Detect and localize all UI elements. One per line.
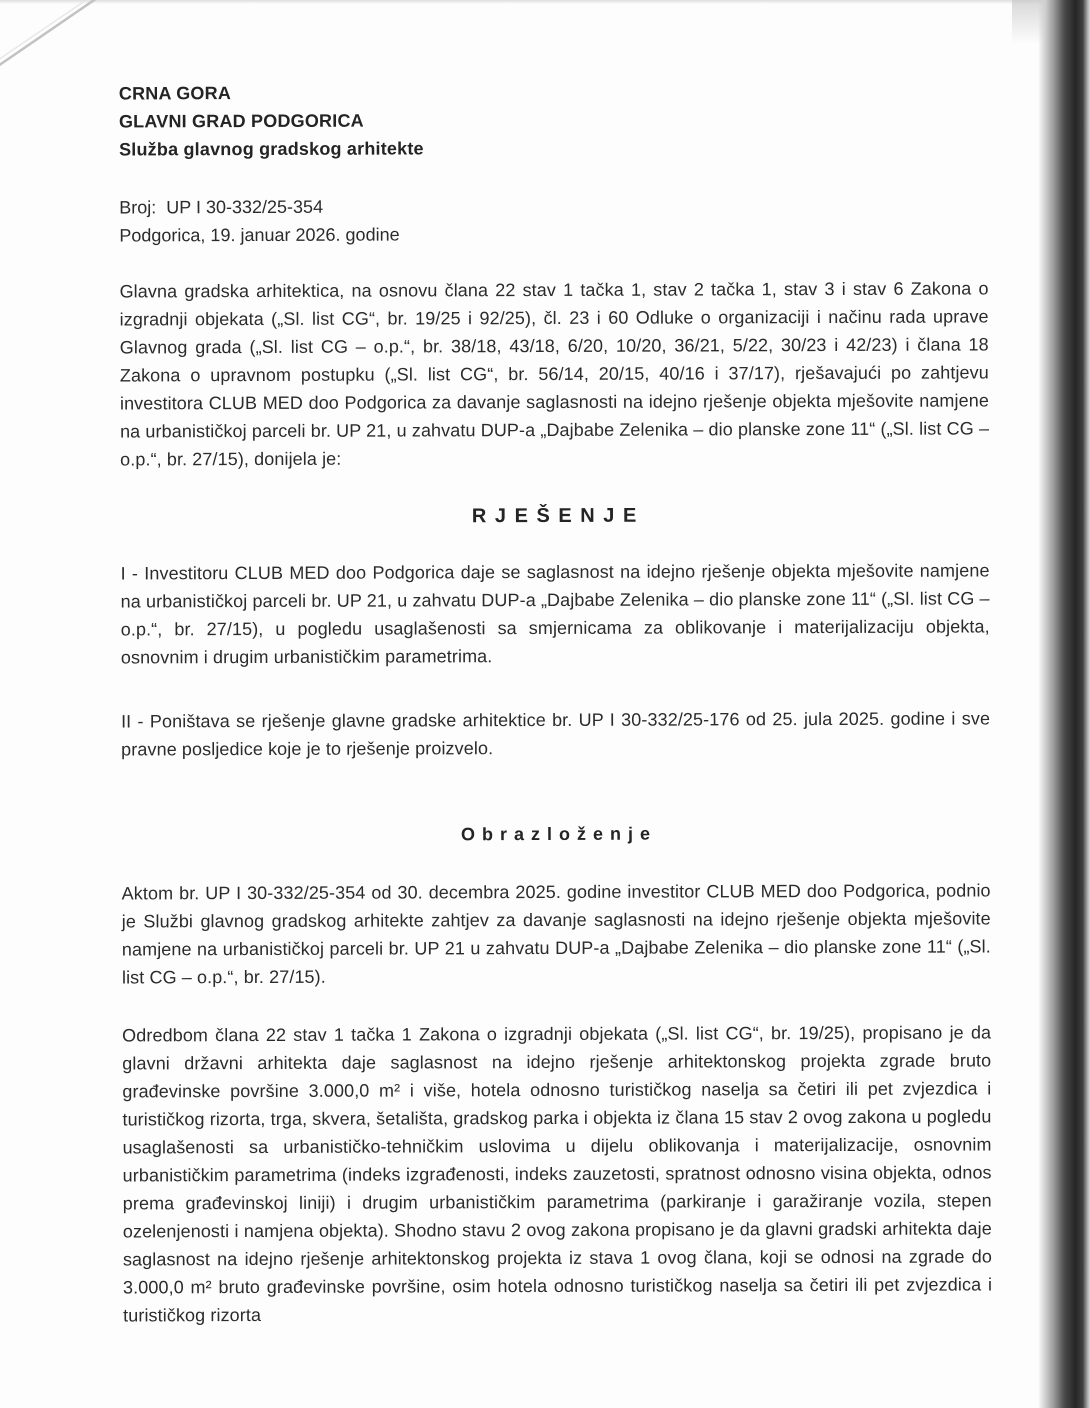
decision-item-1: I - Investitoru CLUB MED doo Podgorica daje se saglasnost na idejno rješenje objekta mješovite namjene na urbanističkoj parceli br. UP 21, u zahvatu DUP-a „Dajbabe Zelenika – dio planske zone 11“ („Sl. list CG – o.p.“, br. 27/15), u pogledu usaglašenosti sa smjernicama za oblikovanje i materijalizaciju objekta, osnovnim i drugim urbanističkim parametrima. [120,560,990,668]
preamble-paragraph: Glavna gradska arhitektica, na osnovu člana 22 stav 1 tačka 1, stav 2 tačka 1, stav 3 i stav 6 Zakona o izgradnji objekata („Sl. list CG“, br. 19/25 i 92/25), čl. 23 i 60 Odluke o organizaciji i načinu rada uprave Glavnog grada („Sl. list CG – o.p.“, br. 38/18, 43/18, 6/20, 10/20, 36/21, 5/22, 30/23 i 42/23) i člana 18 Zakona o upravnom postupku („Sl. list CG“, br. 56/14, 20/15, 40/16 i 37/17), rješavajući po zahtjevu investitora CLUB MED doo Podgorica za davanje saglasnosti na idejno rješenje objekta mješovite namjene na urbanističkoj parceli br. UP 21, u zahvatu DUP-a „Dajbabe Zelenika – dio planske zone 11“ („Sl. list CG – o.p.“, br. 27/15), donijela je: [119,278,990,470]
explanation-title: O b r a z l o ž e n j e [460,823,652,845]
decision-item-2: II - Poništava se rješenje glavne gradske arhitektice br. UP I 30-332/25-176 od 25. jula 2025. godine i sve pravne posljedice koje je to rješenje proizvelo. [121,708,991,760]
letterhead-country: CRNA GORA [118,83,232,104]
explanation-paragraph-2: Odredbom člana 22 stav 1 tačka 1 Zakona o izgradnji objekata („Sl. list CG“, br. 19/25), propisano je da glavni državni arhitekta daje saglasnost na idejno rješenje arhitektonskog projekta zgrade bruto građevinske površine 3.000,0 m² i više, hotela odnosno turističkog naselja sa četiri ili pet zvjezdica i turističkog rizorta, trga, skvera, šetališta, gradskog parka i objekta iz člana 15 stav 2 ovog zakona u pogledu usaglašenosti sa urbanističko-tehničkim uslovima u dijelu oblikovanja i materijalizacije, osnovnim urbanističkim parametrima (indeks izgrađenosti, indeks zauzetosti, spratnost odnosno visina objekta, odnos prema građevinskoj liniji) i drugim urbanističkim parametrima (parkiranje i garažiranje vozila, stepen ozelenjenosti i namjena objekta). Shodno stavu 2 ovog zakona propisano je da glavni gradski arhitekta daje saglasnost na idejno rješenje arhitektonskog projekta iz stava 1 ovog člana, koji se odnosi na zgrade do 3.000,0 m² bruto građevinske površine, osim hotela odnosno turističkog naselja sa četiri ili pet zvjezdica i turističkog rizorta [122,1022,993,1326]
reference-block [119,190,988,249]
letterhead-city: GLAVNI GRAD PODGORICA [118,110,364,132]
letterhead-office: Služba glavnog gradskog arhitekte [119,138,424,160]
explanation-paragraph-1: Aktom br. UP I 30-332/25-354 od 30. decembra 2025. godine investitor CLUB MED doo Podgorica, podnio je Službi glavnog gradskog arhitekte zahtjev za davanje saglasnosti na idejno rješenje objekta mješovite namjene na urbanističkoj parceli br. UP 21 u zahvatu DUP-a „Dajbabe Zelenika – dio planske zone 11“ („Sl. list CG – o.p.“, br. 27/15). [121,880,991,988]
place-date-line: Podgorica, 19. januar 2026. godine [119,224,400,246]
letterhead [119,76,988,163]
case-number-line: Broj: UP I 30-332/25-354 [119,196,324,218]
decision-title: R J E Š E N J E [471,504,638,528]
